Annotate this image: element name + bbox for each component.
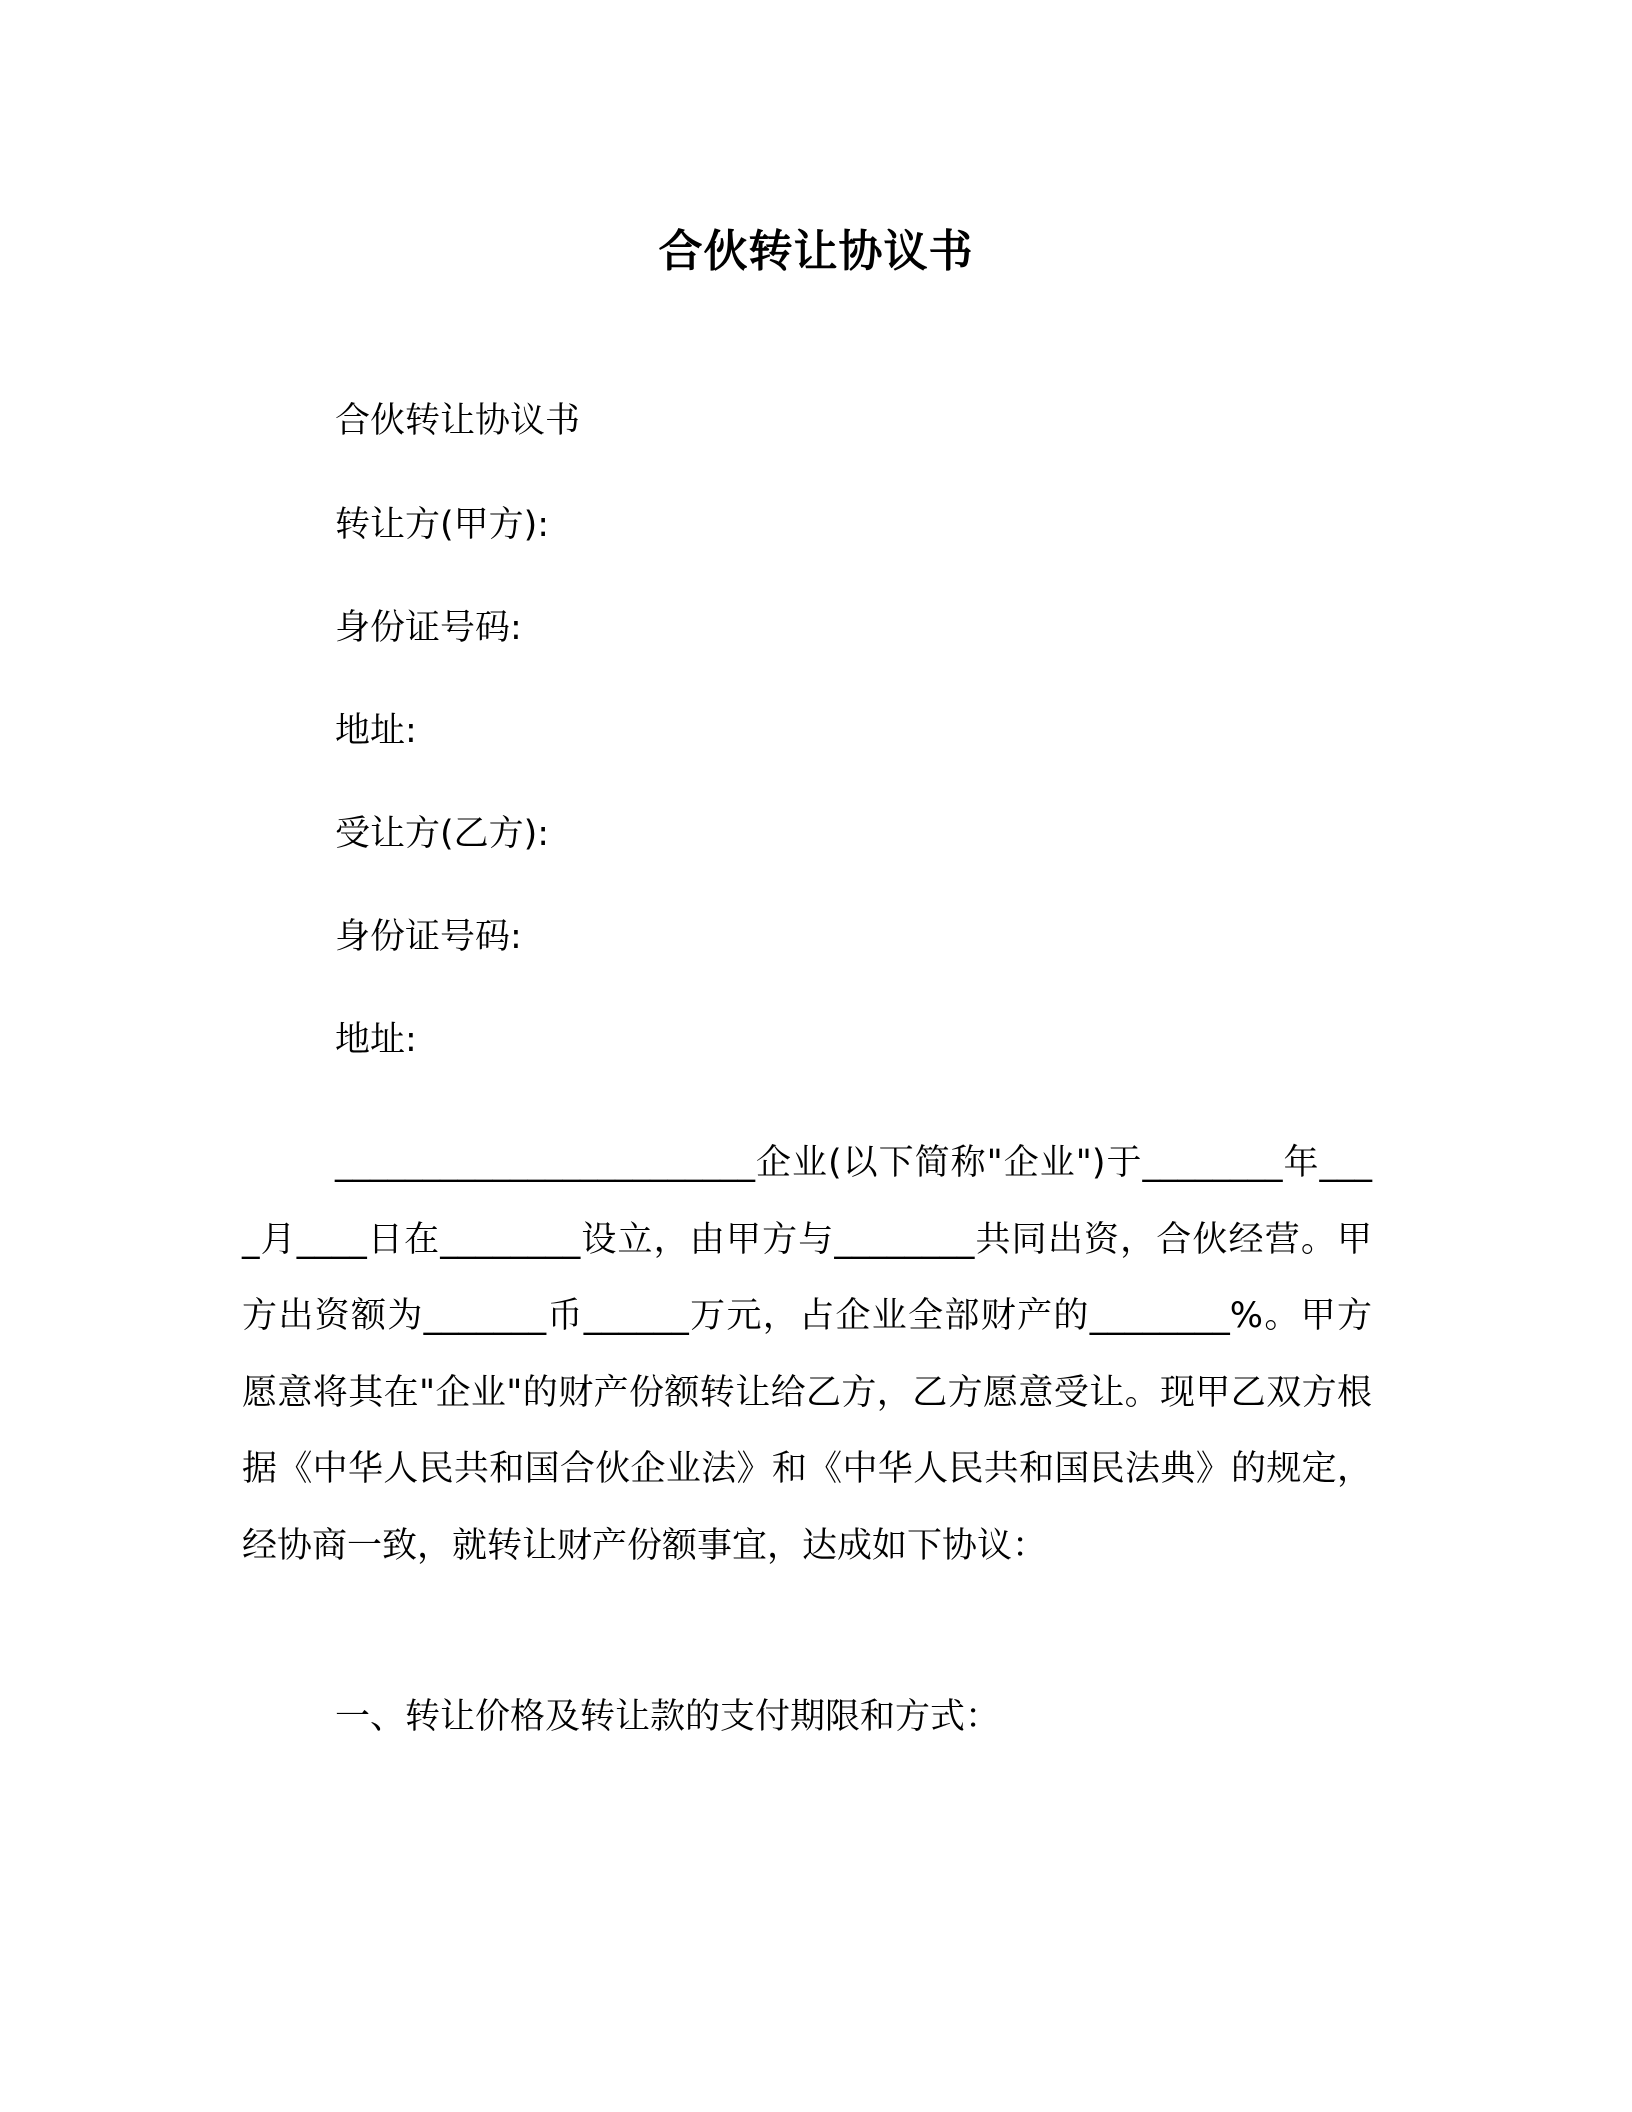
section-heading: 一、转让价格及转让款的支付期限和方式：: [335, 1697, 1001, 1737]
transferor-id-label: 身份证号码:: [335, 608, 522, 648]
transferee-id-label: 身份证号码:: [335, 917, 522, 957]
document-title: 合伙转让协议书: [658, 226, 974, 277]
agreement-paragraph: ________________________企业(以下简称"企业")于________年____月____日在________设立，由甲方与________共同出资，合伙经营。甲方出资额为_______币______万元，占企业全部财产的________%。甲方愿意将其在"企业"的财产份额转让给乙方，乙方愿意受让。现甲乙双方根据《中华人民共和国合伙企业法》和《中华人民共和国民法典》的规定，经协商一致，就转让财产份额事宜，达成如下协议：: [242, 1143, 1372, 1566]
transferor-address-label: 地址:: [335, 711, 417, 751]
document-subtitle: 合伙转让协议书: [335, 401, 581, 441]
transferor-label: 转让方(甲方):: [335, 505, 550, 545]
transferee-label: 受让方(乙方):: [335, 814, 550, 854]
transferee-address-label: 地址:: [335, 1020, 417, 1060]
